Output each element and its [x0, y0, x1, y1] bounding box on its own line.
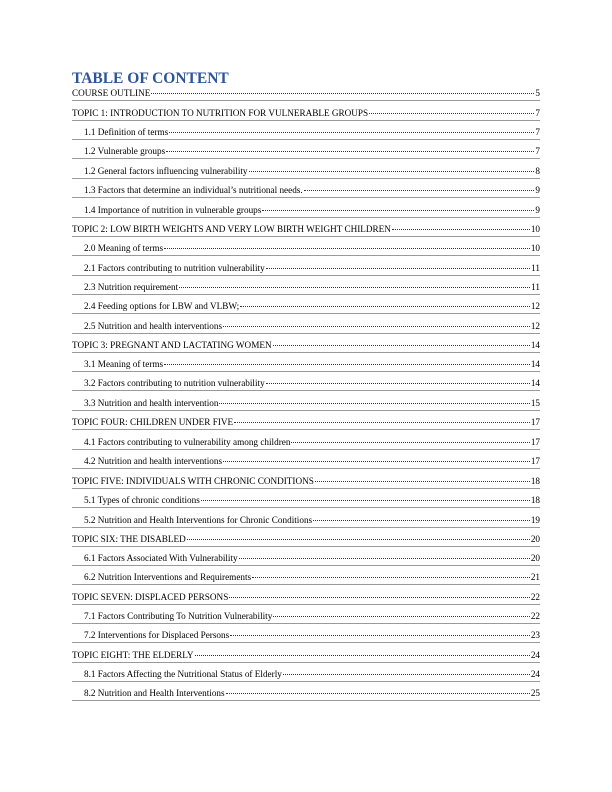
toc-entry-page-number: 21: [530, 572, 540, 582]
toc-entry-page-number: 20: [530, 534, 540, 544]
dot-leader: [283, 674, 530, 675]
toc-entry-page-number: 17: [530, 437, 540, 447]
entry-divider: [72, 468, 540, 469]
toc-entry-page-number: 22: [530, 592, 540, 602]
entry-divider: [72, 236, 540, 237]
dot-leader: [223, 326, 530, 327]
dot-leader: [315, 481, 530, 482]
toc-entry-label: TOPIC FOUR: CHILDREN UNDER FIVE: [72, 417, 234, 427]
dot-leader: [266, 268, 530, 269]
toc-heading: TABLE OF CONTENT: [72, 70, 229, 87]
entry-divider: [72, 313, 540, 314]
toc-entry-page-number: 14: [530, 378, 540, 388]
dot-leader: [226, 693, 530, 694]
toc-entry-page-number: 14: [530, 359, 540, 369]
toc-subtopic-entry[interactable]: [84, 572, 540, 583]
toc-entry-page-number: 9: [535, 185, 540, 195]
entry-divider: [72, 410, 540, 411]
toc-entry-page-number: 18: [530, 495, 540, 505]
toc-entry-page-number: 17: [530, 417, 540, 427]
toc-entry-label: 3.1 Meaning of terms: [84, 359, 164, 369]
toc-entry-page-number: 17: [530, 456, 540, 466]
toc-entry-label: 8.1 Factors Affecting the Nutritional Status of Elderly: [84, 669, 282, 679]
toc-subtopic-entry[interactable]: [84, 321, 540, 332]
toc-entry-label: 1.3 Factors that determine an individual’s nutritional needs.: [84, 185, 303, 195]
toc-subtopic-entry[interactable]: [84, 243, 540, 254]
toc-entry-page-number: 11: [531, 263, 540, 273]
toc-entry-label: TOPIC 2: LOW BIRTH WEIGHTS AND VERY LOW BIRTH WEIGHT CHILDREN: [72, 224, 391, 234]
entry-divider: [72, 681, 540, 682]
toc-entry-label: 2.5 Nutrition and health interventions: [84, 321, 223, 331]
toc-subtopic-entry[interactable]: [84, 688, 540, 699]
toc-subtopic-entry[interactable]: [84, 166, 540, 177]
toc-entry-page-number: 7: [535, 146, 540, 156]
entry-divider: [72, 294, 540, 295]
toc-subtopic-entry[interactable]: [84, 185, 540, 196]
toc-entry-page-number: 22: [530, 611, 540, 621]
toc-subtopic-entry[interactable]: [84, 553, 540, 564]
dot-leader: [392, 229, 530, 230]
dot-leader: [223, 461, 530, 462]
dot-leader: [164, 248, 530, 249]
toc-topic-entry[interactable]: [72, 108, 540, 119]
toc-topic-entry[interactable]: [72, 224, 540, 235]
toc-entry-page-number: 7: [535, 108, 540, 118]
toc-entry-page-number: 19: [530, 515, 540, 525]
entry-divider: [72, 584, 540, 585]
toc-entry-label: 6.2 Nutrition Interventions and Requirements: [84, 572, 252, 582]
toc-entry-label: TOPIC SEVEN: DISPLACED PERSONS: [72, 592, 229, 602]
entry-divider: [72, 197, 540, 198]
toc-entry-label: 2.0 Meaning of terms: [84, 243, 164, 253]
entry-divider: [72, 255, 540, 256]
toc-entry-page-number: 20: [530, 553, 540, 563]
toc-entry-label: 8.2 Nutrition and Health Interventions: [84, 688, 225, 698]
toc-entry-label: COURSE OUTLINE: [72, 88, 151, 98]
toc-subtopic-entry[interactable]: [84, 456, 540, 467]
toc-topic-entry[interactable]: [72, 476, 540, 487]
toc-entry-label: 4.2 Nutrition and health interventions: [84, 456, 223, 466]
dot-leader: [169, 132, 534, 133]
toc-entry-page-number: 7: [535, 127, 540, 137]
dot-leader: [249, 171, 535, 172]
toc-entry-label: 3.2 Factors contributing to nutrition vulnerability: [84, 378, 265, 388]
toc-entry-page-number: 12: [530, 301, 540, 311]
toc-entry-page-number: 15: [530, 398, 540, 408]
entry-divider: [72, 527, 540, 528]
entry-divider: [72, 217, 540, 218]
entry-divider: [72, 139, 540, 140]
toc-entry-label: 6.1 Factors Associated With Vulnerability: [84, 553, 238, 563]
toc-entry-page-number: 18: [530, 476, 540, 486]
toc-entry-label: 1.2 General factors influencing vulnerability: [84, 166, 248, 176]
dot-leader: [313, 520, 530, 521]
toc-entry-page-number: 14: [530, 340, 540, 350]
toc-entry-page-number: 11: [531, 282, 540, 292]
entry-divider: [72, 158, 540, 159]
entry-divider: [72, 642, 540, 643]
toc-topic-entry[interactable]: [72, 650, 540, 661]
dot-leader: [229, 597, 530, 598]
entry-divider: [72, 390, 540, 391]
toc-entry-page-number: 10: [530, 224, 540, 234]
toc-subtopic-entry[interactable]: [84, 378, 540, 389]
toc-entry-label: 4.1 Factors contributing to vulnerability among children: [84, 437, 291, 447]
dot-leader: [234, 422, 530, 423]
toc-entry-label: 1.1 Definition of terms: [84, 127, 169, 137]
entry-divider: [72, 178, 540, 179]
dot-leader: [273, 345, 530, 346]
toc-subtopic-entry[interactable]: [84, 515, 540, 526]
toc-entry-page-number: 5: [535, 88, 540, 98]
toc-subtopic-entry[interactable]: [84, 301, 540, 312]
entry-divider: [72, 662, 540, 663]
entry-divider: [72, 352, 540, 353]
toc-entry-page-number: 25: [530, 688, 540, 698]
toc-topic-entry[interactable]: [72, 88, 540, 99]
toc-subtopic-entry[interactable]: [84, 282, 540, 293]
toc-topic-entry[interactable]: [72, 534, 540, 545]
toc-subtopic-entry[interactable]: [84, 495, 540, 506]
toc-subtopic-entry[interactable]: [84, 669, 540, 680]
toc-entry-label: 5.2 Nutrition and Health Interventions for Chronic Conditions: [84, 515, 313, 525]
dot-leader: [164, 364, 530, 365]
entry-divider: [72, 275, 540, 276]
toc-entry-page-number: 24: [530, 669, 540, 679]
entry-divider: [72, 100, 540, 101]
entry-divider: [72, 371, 540, 372]
toc-entry-page-number: 9: [535, 205, 540, 215]
toc-subtopic-entry[interactable]: [84, 205, 540, 216]
dot-leader: [151, 93, 534, 94]
dot-leader: [195, 655, 530, 656]
dot-leader: [262, 210, 534, 211]
toc-subtopic-entry[interactable]: [84, 359, 540, 370]
toc-entry-label: 7.1 Factors Contributing To Nutrition Vulnerability: [84, 611, 273, 621]
dot-leader: [273, 616, 529, 617]
toc-entry-label: 1.2 Vulnerable groups: [84, 146, 166, 156]
toc-entry-label: 7.2 Interventions for Displaced Persons: [84, 630, 230, 640]
dot-leader: [304, 190, 535, 191]
toc-entry-label: 3.3 Nutrition and health intervention: [84, 398, 219, 408]
dot-leader: [219, 403, 529, 404]
toc-subtopic-entry[interactable]: [84, 611, 540, 622]
toc-entry-label: TOPIC 1: INTRODUCTION TO NUTRITION FOR VULNERABLE GROUPS: [72, 108, 369, 118]
dot-leader: [240, 306, 530, 307]
toc-topic-entry[interactable]: [72, 592, 540, 603]
entry-divider: [72, 623, 540, 624]
dot-leader: [239, 558, 530, 559]
toc-entry-label: 2.1 Factors contributing to nutrition vulnerability: [84, 263, 265, 273]
entry-divider: [72, 120, 540, 121]
entry-divider: [72, 449, 540, 450]
toc-entry-page-number: 12: [530, 321, 540, 331]
entry-divider: [72, 507, 540, 508]
dot-leader: [201, 500, 530, 501]
toc-topic-entry[interactable]: [72, 340, 540, 351]
entry-divider: [72, 565, 540, 566]
toc-subtopic-entry[interactable]: [84, 146, 540, 157]
dot-leader: [266, 383, 530, 384]
toc-entry-label: TOPIC FIVE: INDIVIDUALS WITH CHRONIC CONDITIONS: [72, 476, 314, 486]
dot-leader: [252, 577, 530, 578]
entry-divider: [72, 604, 540, 605]
toc-entry-label: 1.4 Importance of nutrition in vulnerable groups: [84, 205, 262, 215]
toc-subtopic-entry[interactable]: [84, 263, 540, 274]
toc-entry-label: TOPIC 3: PREGNANT AND LACTATING WOMEN: [72, 340, 272, 350]
toc-entry-label: TOPIC SIX: THE DISABLED: [72, 534, 186, 544]
toc-entry-page-number: 10: [530, 243, 540, 253]
toc-entry-label: 2.3 Nutrition requirement: [84, 282, 179, 292]
dot-leader: [187, 539, 530, 540]
toc-subtopic-entry[interactable]: [84, 437, 540, 448]
toc-entry-label: 5.1 Types of chronic conditions: [84, 495, 200, 505]
entry-divider: [72, 546, 540, 547]
dot-leader: [291, 442, 529, 443]
toc-entry-label: TOPIC EIGHT: THE ELDERLY: [72, 650, 194, 660]
toc-entry-page-number: 24: [530, 650, 540, 660]
dot-leader: [230, 635, 530, 636]
dot-leader: [369, 113, 534, 114]
dot-leader: [166, 151, 534, 152]
toc-entry-page-number: 23: [530, 630, 540, 640]
toc-subtopic-entry[interactable]: [84, 127, 540, 138]
toc-entry-label: 2.4 Feeding options for LBW and VLBW;: [84, 301, 240, 311]
dot-leader: [179, 287, 530, 288]
entry-divider: [72, 333, 540, 334]
entry-divider: [72, 700, 540, 701]
toc-topic-entry[interactable]: [72, 417, 540, 428]
toc-subtopic-entry[interactable]: [84, 398, 540, 409]
entry-divider: [72, 429, 540, 430]
toc-entry-page-number: 8: [535, 166, 540, 176]
entry-divider: [72, 488, 540, 489]
toc-subtopic-entry[interactable]: [84, 630, 540, 641]
